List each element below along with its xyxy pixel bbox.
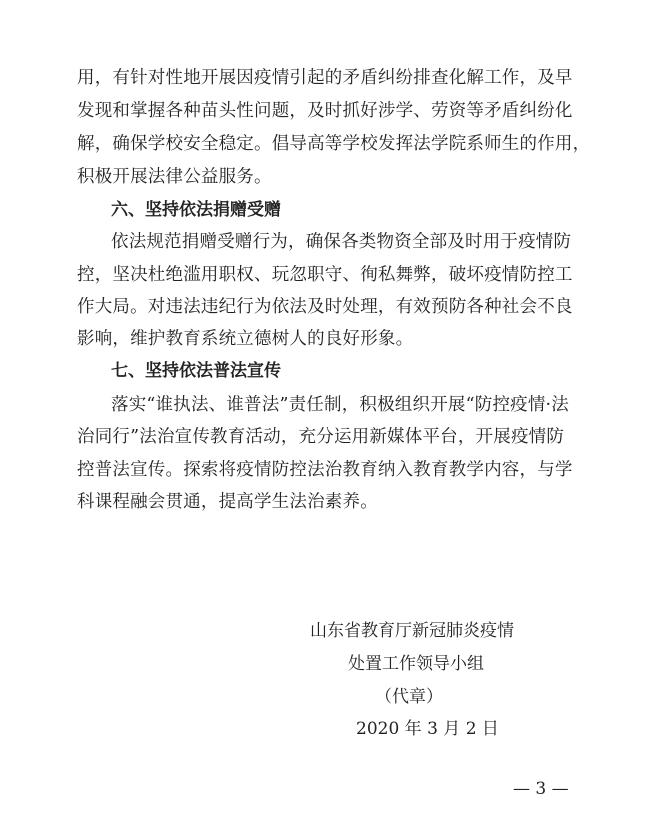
signature-org-line2: 处置工作领导小组 <box>348 654 484 674</box>
section-heading-7: 七、坚持依法普法宣传 <box>111 361 281 381</box>
body-text-line: 积极开展法律公益服务。 <box>77 167 272 187</box>
signature-date: 2020 年 3 月 2 日 <box>356 719 499 739</box>
body-text-line: 科课程融会贯通，提高学生法治素养。 <box>77 492 378 512</box>
body-text-line: 用，有针对性地开展因疫情引起的矛盾纠纷排查化解工作，及早 <box>77 68 573 88</box>
signature-seal-note: （代章） <box>375 687 443 707</box>
signature-org-line1: 山东省教育厅新冠肺炎疫情 <box>310 621 514 641</box>
body-text-line: 治同行”法治宣传教育活动，充分运用新媒体平台，开展疫情防 <box>77 427 565 447</box>
page-number: — 3 — <box>513 779 569 799</box>
body-text-line: 作大局。对违法违纪行为依法及时处理，有效预防各种社会不良 <box>77 297 573 317</box>
body-text-line: 解，确保学校安全稳定。倡导高等学校发挥法学院系师生的作用， <box>77 134 591 154</box>
section-heading-6: 六、坚持依法捐赠受赠 <box>111 200 281 220</box>
body-text-line: 影响，维护教育系统立德树人的良好形象。 <box>77 329 414 349</box>
body-text-line: 落实“谁执法、谁普法”责任制，积极组织开展“防控疫情·法 <box>111 395 570 415</box>
body-text-line: 发现和掌握各种苗头性问题，及时抓好涉学、劳资等矛盾纠纷化 <box>77 101 573 121</box>
body-text-line: 控普法宣传。探索将疫情防控法治教育纳入教育教学内容，与学 <box>77 460 573 480</box>
body-text-line: 控，坚决杜绝滥用职权、玩忽职守、徇私舞弊，破坏疫情防控工 <box>77 265 573 285</box>
body-text-line: 依法规范捐赠受赠行为，确保各类物资全部及时用于疫情防 <box>111 232 572 252</box>
